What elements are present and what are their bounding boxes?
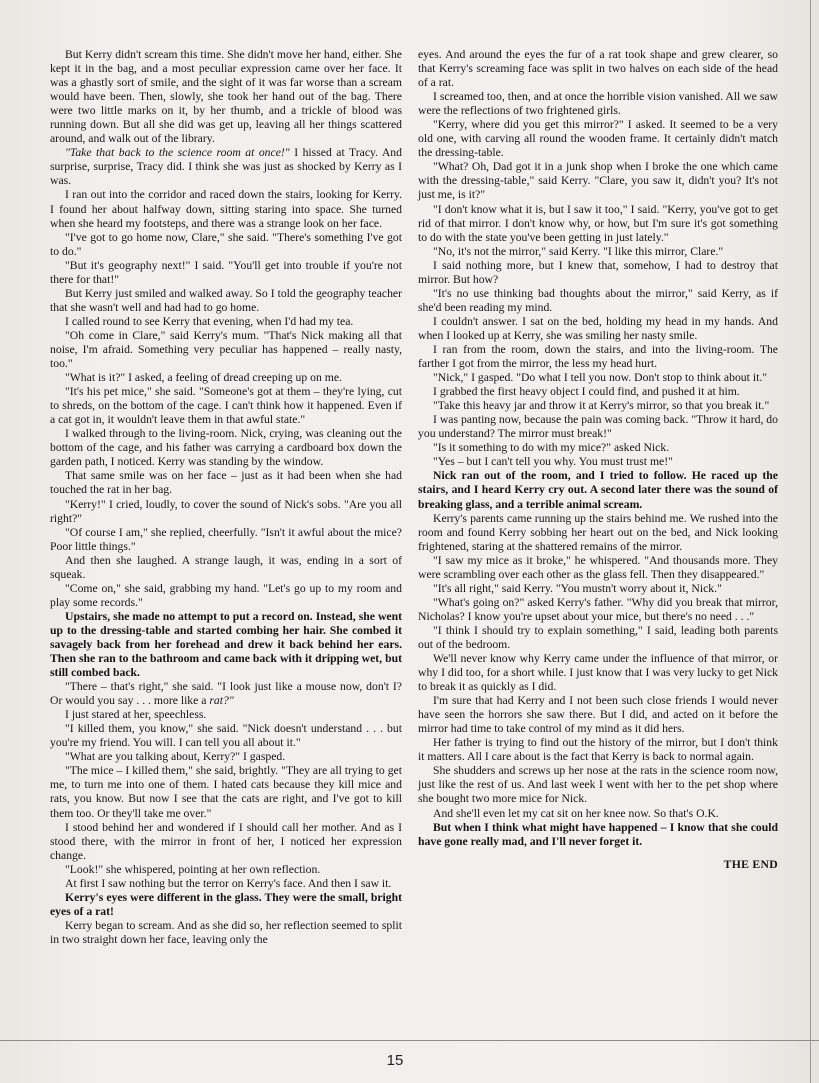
paragraph-italic-word: rat?" xyxy=(209,694,234,708)
paragraph: "Yes – but I can't tell you why. You must trust me!" xyxy=(433,455,673,469)
page-edge-line xyxy=(810,0,811,1083)
story-column-right xyxy=(418,48,778,872)
paragraph: "Kerry!" I cried, loudly, to cover the sound of Nick's sobs. "Are you all right?" xyxy=(50,497,402,525)
paragraph xyxy=(50,146,402,188)
paragraph: I ran out into the corridor and raced down the stairs, looking for Kerry. I found her about halfway down, sitting staring into space. She turned when she heard my footsteps, and there was a strange look on her face. xyxy=(50,188,402,230)
paragraph: "I think I should try to explain something," I said, leading both parents out of the bedroom. xyxy=(418,623,778,651)
paragraph: Her father is trying to find out the history of the mirror, but I don't think it matters. All I care about is the fact that Kerry is back to normal again. xyxy=(418,736,778,764)
paragraph: "Of course I am," she replied, cheerfully. "Isn't it awful about the mice? Poor little things." xyxy=(50,525,402,553)
paragraph: "No, it's not the mirror," said Kerry. "I like this mirror, Clare." xyxy=(433,244,724,258)
paragraph: I stood behind her and wondered if I should call her mother. And as I stood there, with the mirror in front of her, I noticed her expression change. xyxy=(50,820,402,862)
paragraph: I'm sure that had Kerry and I not been such close friends I would never have seen the horrors she saw there. But I did, and acted on it before the mirror had time to take control of my mind as it did hers. xyxy=(418,694,778,736)
paragraph: I couldn't answer. I sat on the bed, holding my head in my hands. And when I looked up at Kerry, she was smiling her nasty smile. xyxy=(418,314,778,342)
paragraph: I called round to see Kerry that evening, when I'd had my tea. xyxy=(65,314,354,328)
paragraph: That same smile was on her face – just as it had been when she had touched the rat in her bag. xyxy=(50,469,402,497)
paragraph-text: "There – that's right," she said. "I look just like a mouse now, don't I? Or would you say . . . more like a xyxy=(50,680,402,708)
paragraph-italic-quote: "Take that back to the science room at once!" xyxy=(65,146,290,160)
paragraph: "Oh come in Clare," said Kerry's mum. "That's Nick making all that noise, I'm afraid. Something very peculiar has happened – really nasty, too." xyxy=(50,328,402,371)
paragraph: "What is it?" I asked, a feeling of dread creeping up on me. xyxy=(65,371,342,385)
paragraph: "What are you talking about, Kerry?" I gasped. xyxy=(65,750,286,764)
paragraph: Kerry began to scream. And as she did so, her reflection seemed to split in two straight down her face, leaving only the xyxy=(50,918,402,946)
paragraph: We'll never know why Kerry came under the influence of that mirror, or why I did too, for a short while. I just know that I was very lucky to get Nick to break it as quickly as I did. xyxy=(418,652,778,694)
paragraph-bold: Nick ran out of the room, and I tried to follow. He raced up the stairs, and I heard Kerry cry out. A second later there was the sound of breaking glass, and a terrible animal scream. xyxy=(418,469,778,511)
paragraph: "I saw my mice as it broke," he whispered. "And thousands more. They were scrambling over each other as the glass fell. Then they disappeared." xyxy=(418,553,778,581)
paragraph: "I killed them, you know," she said. "Nick doesn't understand . . . but you're my friend. You will. I can tell you all about it." xyxy=(50,722,402,750)
paragraph: "It's all right," said Kerry. "You mustn't worry about it, Nick." xyxy=(433,581,722,595)
paragraph: "I don't know what it is, but I saw it too," I said. "Kerry, you've got to get rid of that mirror. I don't know why, or how, but I'm sure it's got something to do with the state you've been getting in just lately." xyxy=(418,202,778,244)
paragraph: And she'll even let my cat sit on her knee now. So that's O.K. xyxy=(433,806,719,820)
paragraph-bold: But when I think what might have happened – I know that she could have gone really mad, and I'll never forget it. xyxy=(418,820,778,848)
paragraph: I ran from the room, down the stairs, and into the living-room. The farther I got from the mirror, the less my head hurt. xyxy=(418,342,778,371)
paragraph: "Kerry, where did you get this mirror?" I asked. It seemed to be a very old one, with carving all round the wooden frame. It certainly didn't match the dressing-table. xyxy=(418,118,778,160)
paragraph-continued: eyes. And around the eyes the fur of a rat took shape and grew clearer, so that Kerry's screaming face was split in two halves on each side of the head of a rat. xyxy=(418,48,778,90)
paragraph: "But it's geography next!" I said. "You'll get into trouble if you're not there for that!" xyxy=(50,258,402,286)
paragraph-text: I hissed at Tracy. And surprise, surprise, Tracy did. I think she was just as shocked by Kerry as I was. xyxy=(50,146,402,188)
paragraph xyxy=(50,680,402,708)
paragraph: "It's no use thinking bad thoughts about the mirror," said Kerry, as if she'd been reading my mind. xyxy=(418,286,778,314)
paragraph: "Is it something to do with my mice?" asked Nick. xyxy=(433,441,670,455)
paragraph: But Kerry didn't scream this time. She didn't move her hand, either. She kept it in the bag, and a most peculiar expression came over her face. It was a ghastly sort of smile, and the sight of it was far worse than a scream would have been. Then, slowly, she took her hand out of the bag. There were two little marks on it, by her thumb, and a trickle of blood was running down. But all she did was get up, leaving all her things scattered around, and walk out of the library. xyxy=(50,48,402,146)
paragraph: I grabbed the first heavy object I could find, and pushed it at him. xyxy=(433,385,740,399)
paragraph: "Look!" she whispered, pointing at her own reflection. xyxy=(65,862,321,876)
paragraph: "It's his pet mice," she said. "Someone's got at them – they're lying, cut to shreds, on the bottom of the cage. I can't think how it happened. Even if a cat got in, it wouldn't leave them in that awful state." xyxy=(50,385,402,427)
paragraph: "Take this heavy jar and throw it at Kerry's mirror, so that you break it." xyxy=(433,399,770,413)
footer-divider xyxy=(0,1040,819,1041)
paragraph: "What? Oh, Dad got it in a junk shop when I broke the one which came with the dressing-table," said Kerry. "Clare, you saw it, didn't you? It's not just me, is it?" xyxy=(418,160,778,202)
paragraph: "I've got to go home now, Clare," she said. "There's something I've got to do." xyxy=(50,230,402,258)
paragraph: But Kerry just smiled and walked away. So I told the geography teacher that she wasn't well and had had to go home. xyxy=(50,286,402,314)
paragraph: I walked through to the living-room. Nick, crying, was cleaning out the bottom of the cage, and his father was carrying a cardboard box down the garden path, I noticed. Kerry was standing by the window. xyxy=(50,427,402,469)
paragraph: I said nothing more, but I knew that, somehow, I had to destroy that mirror. But how? xyxy=(418,258,778,286)
paragraph: I was panting now, because the pain was coming back. "Throw it hard, do you understand? The mirror must break!" xyxy=(418,413,778,441)
paragraph: "The mice – I killed them," she said, brightly. "They are all trying to get me, to turn me into one of them. I hated cats because they kill mice and rats, you know. But now I see that the cats are right, and I've got to kill them too. Or they'll take me over." xyxy=(50,764,402,820)
paragraph: "Nick," I gasped. "Do what I tell you now. Don't stop to think about it." xyxy=(433,371,768,385)
paragraph: "What's going on?" asked Kerry's father. "Why did you break that mirror, Nicholas? I know you're upset about your mice, but there's no need . . ." xyxy=(418,595,778,623)
paragraph: "Come on," she said, grabbing my hand. "Let's go up to my room and play some records." xyxy=(50,581,402,609)
story-column-left xyxy=(50,48,402,947)
paragraph-bold: Kerry's eyes were different in the glass. They were the small, bright eyes of a rat! xyxy=(50,890,402,918)
paragraph: At first I saw nothing but the terror on Kerry's face. And then I saw it. xyxy=(65,876,392,890)
paragraph: She shudders and screws up her nose at the rats in the science room now, just like the rest of us. And last week I went with her to the pet shop where she bought two more mice for Nick. xyxy=(418,764,778,806)
paragraph: Kerry's parents came running up the stairs behind me. We rushed into the room and found Kerry sobbing her heart out on the bed, and Nick looking frightened, staring at the shattered remains of the mirror. xyxy=(418,511,778,553)
page-number: 15 xyxy=(386,1052,404,1069)
paragraph: I just stared at her, speechless. xyxy=(65,708,207,722)
paragraph-bold: Upstairs, she made no attempt to put a record on. Instead, she went up to the dressing-table and started combing her hair. She combed it savagely back from her forehead and drew it back behind her ears. Then she ran to the bathroom and came back with it dripping wet, but still combed back. xyxy=(50,609,402,680)
the-end-label: THE END xyxy=(723,857,778,871)
paragraph: I screamed too, then, and at once the horrible vision vanished. All we saw were the reflections of two frightened girls. xyxy=(418,90,778,118)
paragraph: And then she laughed. A strange laugh, it was, ending in a sort of squeak. xyxy=(50,553,402,581)
